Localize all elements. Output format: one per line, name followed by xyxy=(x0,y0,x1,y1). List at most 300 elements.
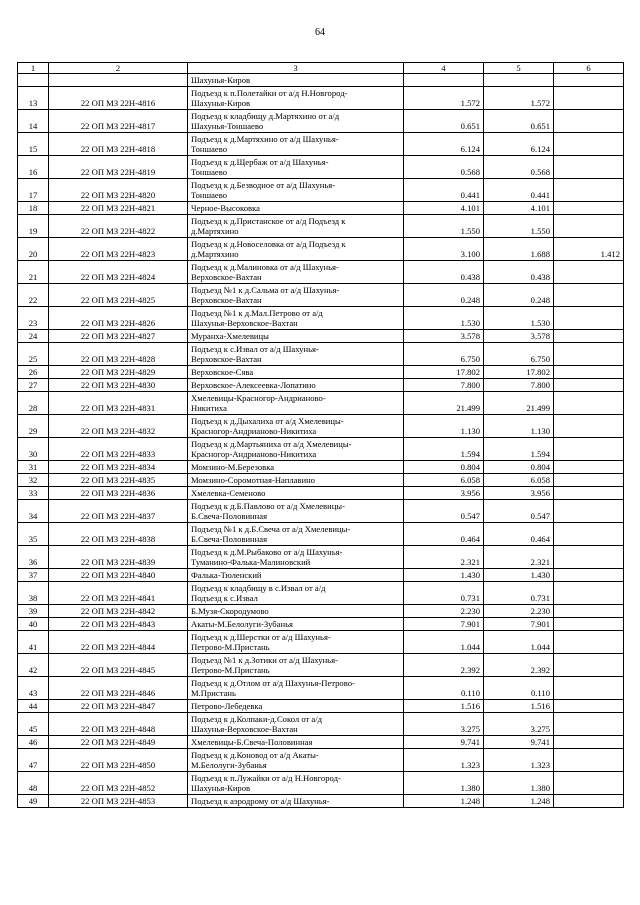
road-name-line: Шахунья-Верховское-Вахтан xyxy=(191,318,298,329)
road-code-cell: 22 ОП МЗ 22Н-4835 xyxy=(49,474,188,487)
road-name-cell xyxy=(188,605,404,618)
road-name-line: Фалька-Тюленский xyxy=(191,570,262,581)
road-name-cell xyxy=(188,261,404,284)
road-code-cell: 22 ОП МЗ 22Н-4838 xyxy=(49,523,188,546)
road-name-line: Подъезд к с.Извал xyxy=(191,593,258,604)
row-number-cell: 36 xyxy=(18,546,49,569)
length-col6-cell xyxy=(554,654,624,677)
road-name-line: Тоншаево xyxy=(191,167,228,178)
roads-table xyxy=(17,62,624,808)
road-name-line: Подъезд к аэродрому от а/д Шахунья- xyxy=(191,796,330,807)
road-code-cell: 22 ОП МЗ 22Н-4845 xyxy=(49,654,188,677)
road-name-cell xyxy=(188,179,404,202)
row-number-cell: 16 xyxy=(18,156,49,179)
row-number-cell: 15 xyxy=(18,133,49,156)
road-name-cell xyxy=(188,110,404,133)
length-col6-cell xyxy=(554,605,624,618)
table-row xyxy=(18,307,624,330)
length-total-cell: 0.651 xyxy=(404,110,484,133)
road-code-cell: 22 ОП МЗ 22Н-4817 xyxy=(49,110,188,133)
length-col5-cell: 6.058 xyxy=(484,474,554,487)
road-code-cell: 22 ОП МЗ 22Н-4828 xyxy=(49,343,188,366)
road-name-line: Подъезд к д.Малиновка от а/д Шахунья- xyxy=(191,261,339,272)
row-number-cell: 47 xyxy=(18,749,49,772)
road-name-line: Подъезд №1 к д.Зотики от а/д Шахунья- xyxy=(191,654,338,665)
length-total-cell: 0.438 xyxy=(404,261,484,284)
road-name-cell xyxy=(188,330,404,343)
length-col6-cell xyxy=(554,284,624,307)
length-col5-cell: 21.499 xyxy=(484,392,554,415)
row-number-cell: 46 xyxy=(18,736,49,749)
road-code-cell: 22 ОП МЗ 22Н-4837 xyxy=(49,500,188,523)
road-name-line: Муранха-Хмелевицы xyxy=(191,331,269,342)
road-name-line: Хмелевка-Семеново xyxy=(191,488,266,499)
road-name-line: Подъезд к д.М.Рыбаково от а/д Шахунья- xyxy=(191,546,343,557)
table-row xyxy=(18,487,624,500)
road-name-line: Петрово-М.Пристань xyxy=(191,665,270,676)
length-total-cell: 0.568 xyxy=(404,156,484,179)
road-name-line: Тоншаево xyxy=(191,190,228,201)
row-number-cell: 37 xyxy=(18,569,49,582)
length-col5-cell: 7.800 xyxy=(484,379,554,392)
length-col6-cell xyxy=(554,474,624,487)
road-code-cell: 22 ОП МЗ 22Н-4846 xyxy=(49,677,188,700)
road-name-line: д.Мартяхино xyxy=(191,249,239,260)
length-col6-cell xyxy=(554,700,624,713)
table-row xyxy=(18,605,624,618)
road-code-cell: 22 ОП МЗ 22Н-4848 xyxy=(49,713,188,736)
road-code-cell: 22 ОП МЗ 22Н-4827 xyxy=(49,330,188,343)
row-number-cell: 33 xyxy=(18,487,49,500)
column-header-5: 5 xyxy=(484,63,554,74)
row-number-cell: 48 xyxy=(18,772,49,795)
length-col6-cell xyxy=(554,87,624,110)
road-code-cell: 22 ОП МЗ 22Н-4832 xyxy=(49,415,188,438)
road-name-cell xyxy=(188,500,404,523)
row-number-cell: 26 xyxy=(18,366,49,379)
length-total-cell: 1.380 xyxy=(404,772,484,795)
road-name-line: Подъезд №1 к д.Б.Свеча от а/д Хмелевицы- xyxy=(191,523,351,534)
road-code-cell: 22 ОП МЗ 22Н-4829 xyxy=(49,366,188,379)
length-col6-cell xyxy=(554,795,624,808)
length-total-cell: 2.392 xyxy=(404,654,484,677)
length-col6-cell xyxy=(554,366,624,379)
road-code-cell: 22 ОП МЗ 22Н-4826 xyxy=(49,307,188,330)
length-total-cell: 1.550 xyxy=(404,215,484,238)
length-total-cell: 3.578 xyxy=(404,330,484,343)
road-name-line: Подъезд к д.Б.Павлово от а/д Хмелевицы- xyxy=(191,500,345,511)
road-name-cell xyxy=(188,438,404,461)
road-code-cell: 22 ОП МЗ 22Н-4850 xyxy=(49,749,188,772)
length-total-cell: 6.750 xyxy=(404,343,484,366)
road-name-cell xyxy=(188,795,404,808)
row-number-cell: 31 xyxy=(18,461,49,474)
road-name-line: Подъезд к с.Извал от а/д Шахунья- xyxy=(191,343,319,354)
road-name-cell xyxy=(188,618,404,631)
length-col5-cell: 4.101 xyxy=(484,202,554,215)
road-name-cell xyxy=(188,379,404,392)
length-col5-cell: 1.248 xyxy=(484,795,554,808)
road-name-cell xyxy=(188,343,404,366)
length-col6-cell xyxy=(554,487,624,500)
road-name-line: М.Белолуги-Зубанья xyxy=(191,760,267,771)
length-total-cell: 1.594 xyxy=(404,438,484,461)
column-header-4: 4 xyxy=(404,63,484,74)
length-total-cell: 6.124 xyxy=(404,133,484,156)
row-number-cell: 45 xyxy=(18,713,49,736)
road-name-cell xyxy=(188,700,404,713)
length-col6-cell xyxy=(554,110,624,133)
table-row xyxy=(18,749,624,772)
road-name-line: Туманино-Фалька-Малиновский xyxy=(191,557,311,568)
road-name-line: Подъезд к д.Дыхалиха от а/д Хмелевицы- xyxy=(191,415,344,426)
road-code-cell: 22 ОП МЗ 22Н-4840 xyxy=(49,569,188,582)
road-name-cell xyxy=(188,487,404,500)
road-name-line: Подъезд к кладбищу д.Мартяхино от а/д xyxy=(191,110,340,121)
road-code-cell: 22 ОП МЗ 22Н-4824 xyxy=(49,261,188,284)
length-col6-cell xyxy=(554,307,624,330)
table-row xyxy=(18,284,624,307)
length-total-cell: 0.547 xyxy=(404,500,484,523)
row-number-cell: 20 xyxy=(18,238,49,261)
table-row xyxy=(18,631,624,654)
road-name-cell xyxy=(188,215,404,238)
road-code-cell: 22 ОП МЗ 22Н-4825 xyxy=(49,284,188,307)
road-name-line: М.Пристань xyxy=(191,688,236,699)
road-code-cell: 22 ОП МЗ 22Н-4852 xyxy=(49,772,188,795)
road-name-cell xyxy=(188,415,404,438)
road-name-cell xyxy=(188,366,404,379)
length-total-cell: 0.804 xyxy=(404,461,484,474)
road-name-line: Подъезд к п.Полетайки от а/д Н.Новгород- xyxy=(191,87,348,98)
road-code-cell: 22 ОП МЗ 22Н-4844 xyxy=(49,631,188,654)
length-col6-cell xyxy=(554,461,624,474)
column-header-2: 2 xyxy=(49,63,188,74)
length-col6-cell xyxy=(554,772,624,795)
length-col6-cell xyxy=(554,392,624,415)
length-total-cell: 1.130 xyxy=(404,415,484,438)
road-name-line: Верховское-Вахтан xyxy=(191,272,262,283)
table-row xyxy=(18,74,624,87)
length-total-cell: 6.058 xyxy=(404,474,484,487)
table-row xyxy=(18,582,624,605)
column-header-1: 1 xyxy=(18,63,49,74)
length-total-cell: 1.044 xyxy=(404,631,484,654)
table-row xyxy=(18,677,624,700)
row-number-cell: 30 xyxy=(18,438,49,461)
length-total-cell: 17.802 xyxy=(404,366,484,379)
road-name-line: Б.Музя-Скородумово xyxy=(191,606,269,617)
length-total-cell: 1.248 xyxy=(404,795,484,808)
row-number-cell: 43 xyxy=(18,677,49,700)
table-row xyxy=(18,261,624,284)
road-name-line: Подъезд к п.Лужайки от а/д Н.Новгород- xyxy=(191,772,341,783)
table-row xyxy=(18,379,624,392)
length-col5-cell: 9.741 xyxy=(484,736,554,749)
row-number-cell: 24 xyxy=(18,330,49,343)
road-name-line: Подъезд №1 к д.Мал.Петрово от а/д xyxy=(191,307,323,318)
road-name-cell xyxy=(188,736,404,749)
length-col6-cell xyxy=(554,569,624,582)
row-number-cell: 23 xyxy=(18,307,49,330)
length-col5-cell: 2.392 xyxy=(484,654,554,677)
column-header-3: 3 xyxy=(188,63,404,74)
length-col6-cell xyxy=(554,74,624,87)
length-col5-cell: 7.901 xyxy=(484,618,554,631)
length-col5-cell: 0.441 xyxy=(484,179,554,202)
row-number-cell: 22 xyxy=(18,284,49,307)
length-col5-cell: 0.731 xyxy=(484,582,554,605)
row-number-cell: 14 xyxy=(18,110,49,133)
road-name-line: Черное-Высоковка xyxy=(191,203,260,214)
length-col5-cell: 1.516 xyxy=(484,700,554,713)
length-col6-cell xyxy=(554,582,624,605)
road-code-cell: 22 ОП МЗ 22Н-4819 xyxy=(49,156,188,179)
road-name-cell xyxy=(188,133,404,156)
road-code-cell: 22 ОП МЗ 22Н-4833 xyxy=(49,438,188,461)
road-name-line: Верховское-Алексеевка-Лопатино xyxy=(191,380,316,391)
length-total-cell: 0.110 xyxy=(404,677,484,700)
road-name-cell xyxy=(188,749,404,772)
length-col5-cell: 0.651 xyxy=(484,110,554,133)
row-number-cell: 13 xyxy=(18,87,49,110)
road-name-line: Хмелевицы-Красногор-Андрианово- xyxy=(191,392,326,403)
length-col6-cell xyxy=(554,379,624,392)
table-row xyxy=(18,202,624,215)
length-col5-cell: 1.430 xyxy=(484,569,554,582)
roads-table-body xyxy=(18,63,624,808)
table-row xyxy=(18,474,624,487)
length-col6-cell xyxy=(554,133,624,156)
road-name-line: Верховское-Вахтан xyxy=(191,295,262,306)
table-row xyxy=(18,133,624,156)
road-name-line: Шахунья-Киров xyxy=(191,75,251,86)
road-name-cell xyxy=(188,677,404,700)
row-number-cell: 38 xyxy=(18,582,49,605)
road-name-line: Красногор-Андрианово-Никитиха xyxy=(191,449,317,460)
row-number-cell: 29 xyxy=(18,415,49,438)
length-total-cell xyxy=(404,74,484,87)
table-row xyxy=(18,392,624,415)
road-name-line: Шахунья-Киров xyxy=(191,783,251,794)
page-number: 64 xyxy=(315,27,325,38)
road-name-line: Подъезд к д.Колпаки-д.Сокол от а/д xyxy=(191,713,322,724)
road-name-line: Акаты-М.Белолуги-Зубанья xyxy=(191,619,293,630)
row-number-cell: 39 xyxy=(18,605,49,618)
length-col5-cell: 0.248 xyxy=(484,284,554,307)
length-total-cell: 1.323 xyxy=(404,749,484,772)
road-code-cell: 22 ОП МЗ 22Н-4830 xyxy=(49,379,188,392)
length-col6-cell xyxy=(554,415,624,438)
road-name-line: д.Мартяхино xyxy=(191,226,239,237)
table-row xyxy=(18,366,624,379)
row-number-cell: 19 xyxy=(18,215,49,238)
table-row xyxy=(18,795,624,808)
length-col5-cell: 0.438 xyxy=(484,261,554,284)
table-row xyxy=(18,772,624,795)
length-col5-cell: 1.572 xyxy=(484,87,554,110)
road-name-line: Подъезд к д.Мартяхино от а/д Шахунья- xyxy=(191,133,339,144)
road-name-line: Подъезд к д.Шерстки от а/д Шахунья- xyxy=(191,631,331,642)
table-row xyxy=(18,156,624,179)
length-total-cell: 2.321 xyxy=(404,546,484,569)
road-code-cell: 22 ОП МЗ 22Н-4818 xyxy=(49,133,188,156)
length-col5-cell: 2.230 xyxy=(484,605,554,618)
length-total-cell: 0.464 xyxy=(404,523,484,546)
road-name-cell xyxy=(188,772,404,795)
road-name-cell xyxy=(188,307,404,330)
road-code-cell: 22 ОП МЗ 22Н-4823 xyxy=(49,238,188,261)
length-total-cell: 1.430 xyxy=(404,569,484,582)
row-number-cell: 42 xyxy=(18,654,49,677)
length-col5-cell: 1.380 xyxy=(484,772,554,795)
length-col5-cell: 0.568 xyxy=(484,156,554,179)
length-col5-cell: 0.804 xyxy=(484,461,554,474)
road-name-line: Шахунья-Верховское-Вахтан xyxy=(191,724,298,735)
row-number-cell xyxy=(18,74,49,87)
length-col6-cell xyxy=(554,631,624,654)
length-col6-cell xyxy=(554,438,624,461)
road-name-line: Подъезд №1 к д.Сальма от а/д Шахунья- xyxy=(191,284,340,295)
road-name-line: Момзино-М.Березовка xyxy=(191,462,275,473)
length-col5-cell: 2.321 xyxy=(484,546,554,569)
road-code-cell: 22 ОП МЗ 22Н-4849 xyxy=(49,736,188,749)
road-name-cell xyxy=(188,284,404,307)
road-name-line: Подъезд к д.Пристанское от а/д Подъезд к xyxy=(191,215,346,226)
road-name-line: Б.Свеча-Половинная xyxy=(191,511,268,522)
road-name-cell xyxy=(188,523,404,546)
road-name-line: Верховское-Сява xyxy=(191,367,254,378)
length-col5-cell: 1.530 xyxy=(484,307,554,330)
table-row xyxy=(18,110,624,133)
table-row xyxy=(18,179,624,202)
road-code-cell: 22 ОП МЗ 22Н-4842 xyxy=(49,605,188,618)
table-row xyxy=(18,238,624,261)
road-code-cell xyxy=(49,74,188,87)
length-col6-cell xyxy=(554,330,624,343)
road-code-cell: 22 ОП МЗ 22Н-4853 xyxy=(49,795,188,808)
road-name-cell xyxy=(188,631,404,654)
length-col6-cell xyxy=(554,202,624,215)
table-row xyxy=(18,700,624,713)
road-name-cell xyxy=(188,392,404,415)
length-col6-cell xyxy=(554,500,624,523)
road-name-line: Красногор-Андрианово-Никитиха xyxy=(191,426,317,437)
road-code-cell: 22 ОП МЗ 22Н-4839 xyxy=(49,546,188,569)
road-code-cell: 22 ОП МЗ 22Н-4836 xyxy=(49,487,188,500)
length-col5-cell: 6.124 xyxy=(484,133,554,156)
length-total-cell: 1.516 xyxy=(404,700,484,713)
road-name-line: Б.Свеча-Половинная xyxy=(191,534,268,545)
table-row xyxy=(18,438,624,461)
road-code-cell: 22 ОП МЗ 22Н-4816 xyxy=(49,87,188,110)
row-number-cell: 28 xyxy=(18,392,49,415)
table-row xyxy=(18,215,624,238)
length-col5-cell: 0.547 xyxy=(484,500,554,523)
length-col5-cell: 1.323 xyxy=(484,749,554,772)
length-total-cell: 1.530 xyxy=(404,307,484,330)
road-name-cell xyxy=(188,713,404,736)
length-col6-cell xyxy=(554,261,624,284)
row-number-cell: 41 xyxy=(18,631,49,654)
length-total-cell: 7.800 xyxy=(404,379,484,392)
row-number-cell: 21 xyxy=(18,261,49,284)
table-row xyxy=(18,500,624,523)
road-name-line: Никитиха xyxy=(191,403,227,414)
road-name-line: Петрово-Лебедевка xyxy=(191,701,263,712)
road-name-line: Верховское-Вахтан xyxy=(191,354,262,365)
length-total-cell: 0.248 xyxy=(404,284,484,307)
table-row xyxy=(18,87,624,110)
road-name-cell xyxy=(188,87,404,110)
road-code-cell: 22 ОП МЗ 22Н-4843 xyxy=(49,618,188,631)
road-name-line: Момзино-Соромотная-Наплавино xyxy=(191,475,315,486)
road-name-line: Тоншаево xyxy=(191,144,228,155)
road-code-cell: 22 ОП МЗ 22Н-4841 xyxy=(49,582,188,605)
length-col5-cell: 3.578 xyxy=(484,330,554,343)
table-row xyxy=(18,330,624,343)
length-col6-cell xyxy=(554,618,624,631)
road-name-line: Подъезд к д.Мартьяниха от а/д Хмелевицы- xyxy=(191,438,352,449)
road-name-line: Подъезд к д.Безводное от а/д Шахунья- xyxy=(191,179,336,190)
length-col6-cell xyxy=(554,713,624,736)
road-name-line: Подъезд к кладбищу в с.Извал от а/д xyxy=(191,582,326,593)
length-total-cell: 1.572 xyxy=(404,87,484,110)
length-col5-cell xyxy=(484,74,554,87)
road-name-line: Подъезд к д.Щербаж от а/д Шахунья- xyxy=(191,156,329,167)
table-row xyxy=(18,415,624,438)
road-name-cell xyxy=(188,238,404,261)
row-number-cell: 27 xyxy=(18,379,49,392)
road-name-line: Подъезд к д.Коновод от а/д Акаты- xyxy=(191,749,319,760)
table-row xyxy=(18,736,624,749)
road-code-cell: 22 ОП МЗ 22Н-4820 xyxy=(49,179,188,202)
length-total-cell: 3.956 xyxy=(404,487,484,500)
road-name-cell xyxy=(188,156,404,179)
table-row xyxy=(18,618,624,631)
length-col6-cell xyxy=(554,343,624,366)
length-total-cell: 4.101 xyxy=(404,202,484,215)
table-row xyxy=(18,713,624,736)
table-row xyxy=(18,523,624,546)
road-name-cell xyxy=(188,202,404,215)
road-name-cell xyxy=(188,474,404,487)
length-col5-cell: 1.594 xyxy=(484,438,554,461)
road-code-cell: 22 ОП МЗ 22Н-4847 xyxy=(49,700,188,713)
length-total-cell: 0.441 xyxy=(404,179,484,202)
road-name-cell xyxy=(188,569,404,582)
road-code-cell: 22 ОП МЗ 22Н-4822 xyxy=(49,215,188,238)
length-col5-cell: 1.044 xyxy=(484,631,554,654)
length-total-cell: 0.731 xyxy=(404,582,484,605)
table-row xyxy=(18,569,624,582)
road-name-cell xyxy=(188,74,404,87)
length-col6-cell xyxy=(554,179,624,202)
row-number-cell: 18 xyxy=(18,202,49,215)
length-col5-cell: 1.688 xyxy=(484,238,554,261)
length-total-cell: 3.100 xyxy=(404,238,484,261)
length-total-cell: 21.499 xyxy=(404,392,484,415)
length-col6-cell xyxy=(554,749,624,772)
table-row xyxy=(18,546,624,569)
length-col5-cell: 0.110 xyxy=(484,677,554,700)
length-col6-cell: 1.412 xyxy=(554,238,624,261)
road-name-cell xyxy=(188,461,404,474)
column-header-row xyxy=(18,63,624,74)
row-number-cell: 25 xyxy=(18,343,49,366)
row-number-cell: 34 xyxy=(18,500,49,523)
length-col5-cell: 1.550 xyxy=(484,215,554,238)
